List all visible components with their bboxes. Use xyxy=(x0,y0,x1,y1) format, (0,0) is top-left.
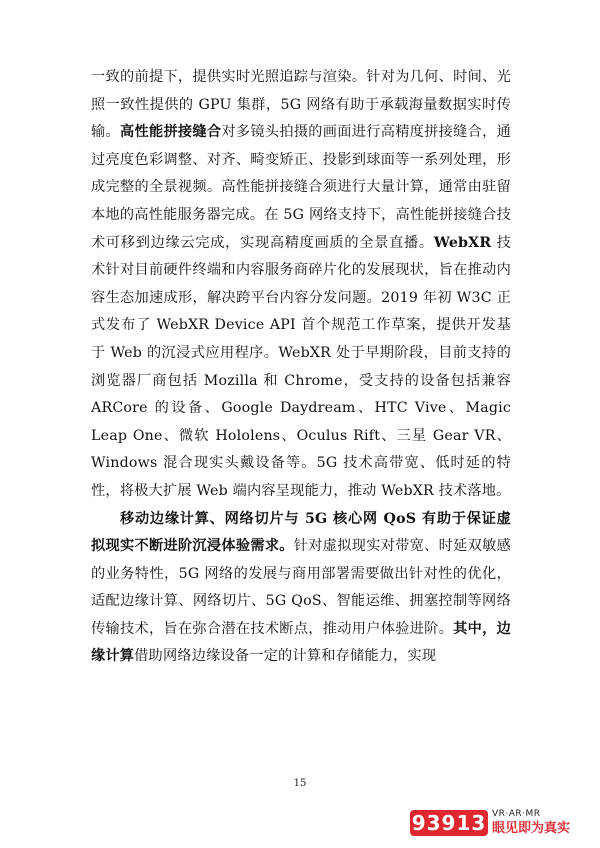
watermark-slogan: 眼见即为真实 xyxy=(492,821,571,836)
watermark-digits: 93913 xyxy=(411,811,487,835)
bold-term: 其中，边缘计算 xyxy=(91,620,511,665)
watermark-logo xyxy=(410,805,570,839)
bold-term: 高性能拼接缝合 xyxy=(119,124,222,141)
bold-heading: 移动边缘计算、网络切片与 5G 核心网 QoS 有助于保证虚拟现实不断进阶沉浸体验需求。 xyxy=(91,510,511,555)
watermark-tagline: VR·AR·MR xyxy=(492,809,541,819)
bold-term: WebXR xyxy=(433,234,492,251)
text-run: 对多镜头拍摄的画面进行高精度拼接缝合，通过亮度色彩调整、对齐、畸变矫正、投影到球面等一系列处理，形成完整的全景视频。高性能拼接缝合须进行大量计算，通常由驻留本地的高性能服务器完成。在 5G 网络支持下，高性能拼接缝合技术可移到边缘云完成，实现高精度画质的全景直播。 xyxy=(91,124,511,251)
paragraph-2 xyxy=(91,506,511,672)
text-run: 一致的前提下，提供实时光照追踪与渲染。针对为几何、时间、光照一致性提供的 GPU 集群，5G 网络有助于承载海量数据实时传输。 xyxy=(91,69,511,141)
text-run: 针对虚拟现实对带宽、时延双敏感的业务特性，5G 网络的发展与商用部署需要做出针对性的优化，适配边缘计算、网络切片、5G QoS、智能运维、拥塞控制等网络传输技术，旨在弥合潜在技术断点，推动用户体验进阶。 xyxy=(91,538,511,637)
text-run: 借助网络边缘设备一定的计算和存储能力，实现 xyxy=(134,648,437,665)
watermark-text xyxy=(492,808,570,837)
text-run: 技术针对目前硬件终端和内容服务商碎片化的发展现状，旨在推动内容生态加速成形，解决跨平台内容分发问题。2019 年初 W3C 正式发布了 WebXR Device API 首个规范工作草案，提供开发基于 Web 的沉浸式应用程序。WebXR 处于早期阶段，目前支持的浏览器厂商包括 Mozilla 和 Chrome，受支持的设备包括兼容 ARCore 的设备、Google Daydream、HTC Vive、Magic Leap One、微软 Hololens、Oculus Rift、三星 Gear VR、Windows 混合现实头戴设备等。5G 技术高带宽、低时延的特性，将极大扩展 Web 端内容呈现能力，推动 WebXR 技术落地。 xyxy=(91,234,511,499)
document-body xyxy=(91,64,511,671)
paragraph-1 xyxy=(91,64,511,506)
page-number: 15 xyxy=(293,778,307,789)
